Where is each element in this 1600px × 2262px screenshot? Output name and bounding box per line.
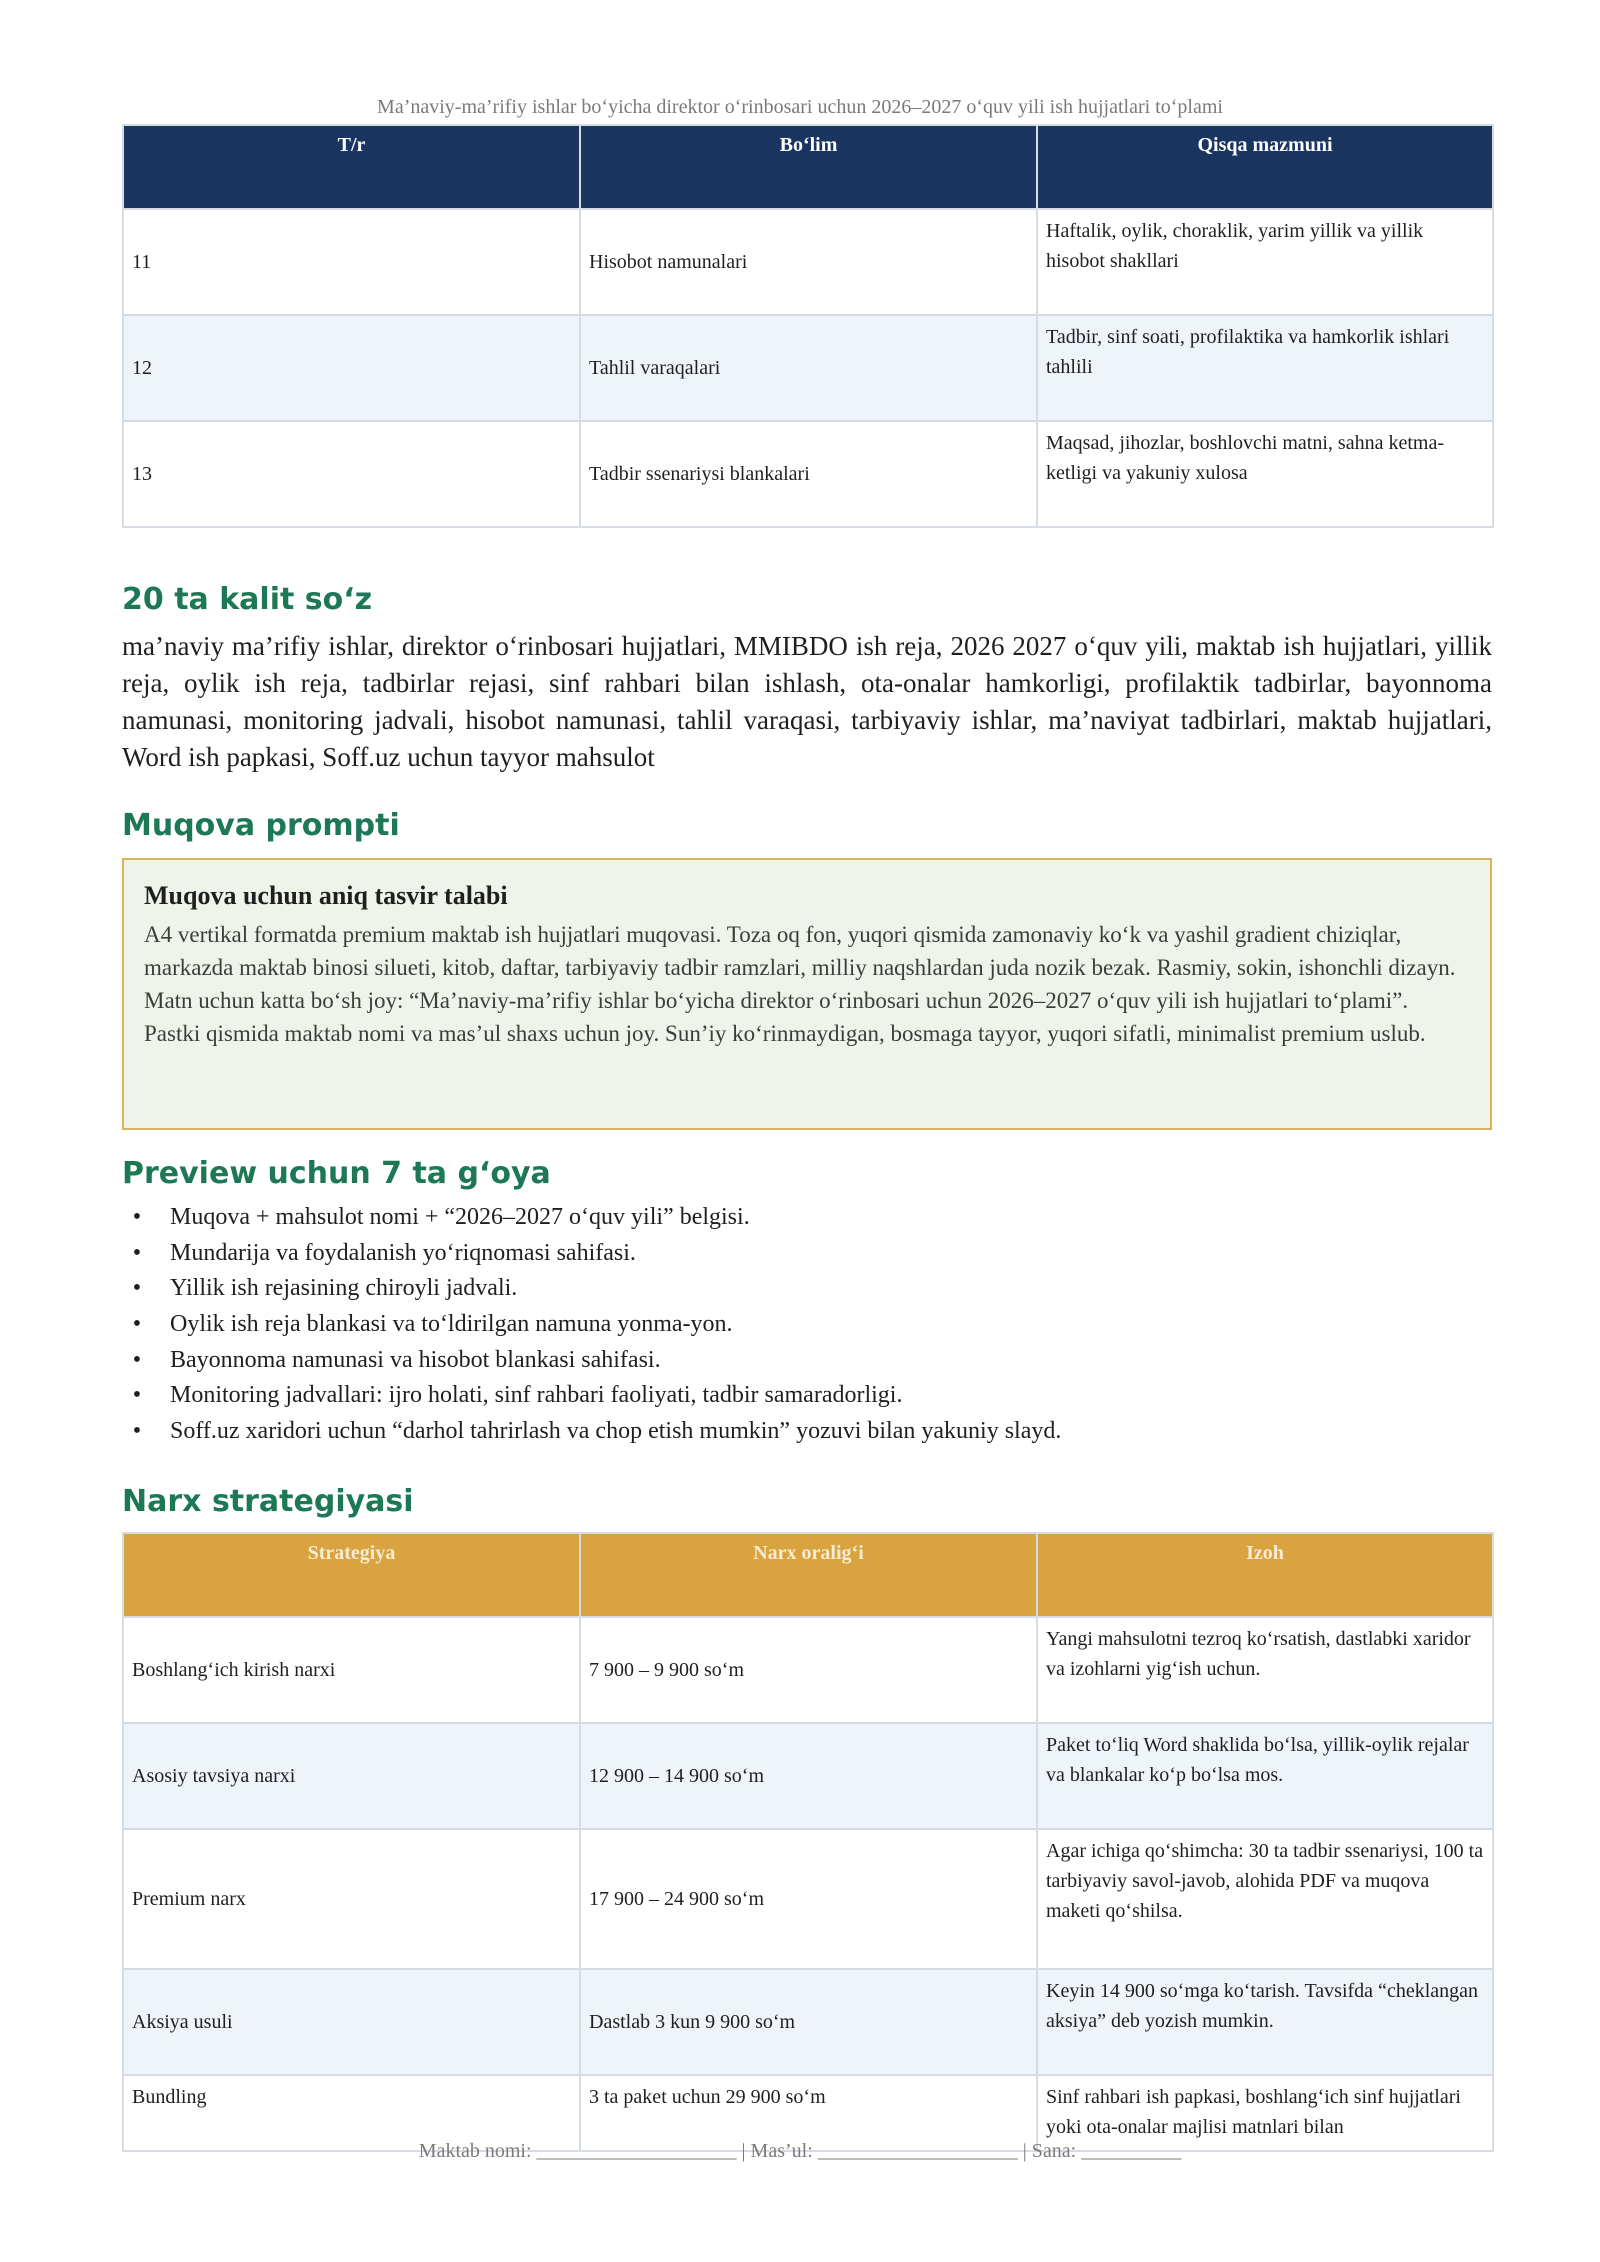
column-header: T/r [123,125,580,209]
list-item [122,1378,1492,1414]
table-row [123,1723,1493,1829]
preview-ideas-list [122,1200,1492,1450]
list-item-text: Mundarija va foydalanish yo‘riqnomasi sahifasi. [170,1239,636,1266]
column-header: Qisqa mazmuni [1037,125,1493,209]
list-item-text: Oylik ish reja blankasi va to‘ldirilgan namuna yonma-yon. [170,1311,733,1338]
table-cell: 7 900 – 9 900 so‘m [580,1617,1037,1723]
cover-prompt-box-title: Muqova uchun aniq tasvir talabi [144,881,508,910]
table-cell: 3 ta paket uchun 29 900 so‘m [580,2075,1037,2151]
table-cell: Agar ichiga qo‘shimcha: 30 ta tadbir ssenariysi, 100 ta tarbiyaviy savol-javob, alohida PDF va muqova maketi qo‘shilsa. [1037,1829,1493,1969]
pricing-heading: Narx strategiyasi [122,1484,414,1519]
column-header: Narx oralig‘i [580,1533,1037,1617]
keywords-heading: 20 ta kalit so‘z [122,582,373,617]
table-cell: Boshlang‘ich kirish narxi [123,1617,580,1723]
table-cell: Haftalik, oylik, choraklik, yarim yillik va yillik hisobot shakllari [1037,209,1493,315]
list-item [122,1236,1492,1272]
table-cell: Hisobot namunalari [580,209,1037,315]
table-cell: Maqsad, jihozlar, boshlovchi matni, sahna ketma-ketligi va yakuniy xulosa [1037,421,1493,527]
table-cell: Paket to‘liq Word shaklida bo‘lsa, yillik-oylik rejalar va blankalar ko‘p bo‘lsa mos. [1037,1723,1493,1829]
table-header-row [123,125,1493,209]
bullet-icon: • [132,1239,142,1266]
bullet-icon: • [132,1311,142,1338]
table-header-row [123,1533,1493,1617]
table-row [123,1969,1493,2075]
list-item-text: Yillik ish rejasining chiroyli jadvali. [170,1275,518,1302]
list-item [122,1200,1492,1236]
list-item [122,1414,1492,1450]
bullet-icon: • [132,1382,142,1409]
column-header: Strategiya [123,1533,580,1617]
list-item-text: Bayonnoma namunasi va hisobot blankasi sahifasi. [170,1346,661,1373]
bullet-icon: • [132,1418,142,1445]
list-item-text: Soff.uz xaridori uchun “darhol tahrirlash va chop etish mumkin” yozuvi bilan yakuniy slayd. [170,1418,1062,1445]
table-cell: 11 [123,209,580,315]
column-header: Izoh [1037,1533,1493,1617]
preview-heading: Preview uchun 7 ta g‘oya [122,1156,551,1191]
table-cell: Tahlil varaqalari [580,315,1037,421]
page-header: Ma’naviy-ma’rifiy ishlar bo‘yicha direktor o‘rinbosari uchun 2026–2027 o‘quv yili ish hujjatlari to‘plami [377,96,1223,118]
table-cell: Premium narx [123,1829,580,1969]
table-row [123,315,1493,421]
bullet-icon: • [132,1204,142,1230]
table-cell: Tadbir ssenariysi blankalari [580,421,1037,527]
table-row [123,1829,1493,1969]
table-cell: Asosiy tavsiya narxi [123,1723,580,1829]
table-cell: 17 900 – 24 900 so‘m [580,1829,1037,1969]
cover-prompt-heading: Muqova prompti [122,808,400,843]
table-cell: 13 [123,421,580,527]
table-row [123,209,1493,315]
bullet-icon: • [132,1346,142,1373]
table-cell: Sinf rahbari ish papkasi, boshlang‘ich sinf hujjatlari yoki ota-onalar majlisi matnlari bilan [1037,2075,1493,2151]
list-item-text: Muqova + mahsulot nomi + “2026–2027 o‘quv yili” belgisi. [170,1204,750,1230]
list-item [122,1271,1492,1307]
page-footer: Maktab nomi: ____________________ | Mas’ul: ____________________ | Sana: __________ [418,2140,1182,2162]
table-cell: Bundling [123,2075,580,2151]
table-row [123,421,1493,527]
sections-table [122,124,1494,528]
cover-prompt-box-text: A4 vertikal formatda premium maktab ish hujjatlari muqovasi. Toza oq fon, yuqori qismida zamonaviy ko‘k va yashil gradient chiziqlar, markazda maktab binosi silueti, kitob, daftar, tarbiyaviy tadbir ramzlari, milliy naqshlardan juda nozik bezak. Rasmiy, sokin, ishonchli dizayn. Matn uchun katta bo‘sh joy: “Ma’naviy-ma’rifiy ishlar bo‘yicha direktor o‘rinbosari uchun 2026–2027 o‘quv yili ish hujjatlari to‘plami”. Pastki qismida maktab nomi va mas’ul shaxs uchun joy. Sun’iy ko‘rinmaydigan, bosmaga tayyor, yuqori sifatli, minimalist premium uslub. [144,922,1456,1046]
keywords-text: ma’naviy ma’rifiy ishlar, direktor o‘rinbosari hujjatlari, MMIBDO ish reja, 2026 2027 o‘quv yili, maktab ish hujjatlari, yillik reja, oylik ish reja, tadbirlar rejasi, sinf rahbari bilan ishlash, ota-onalar hamkorligi, profilaktik tadbirlar, bayonnoma namunasi, monitoring jadvali, hisobot namunasi, tahlil varaqasi, tarbiyaviy ishlar, ma’naviyat tadbirlari, maktab hujjatlari, Word ish papkasi, Soff.uz uchun tayyor mahsulot [122,631,1492,772]
table-cell: Yangi mahsulotni tezroq ko‘rsatish, dastlabki xaridor va izohlarni yig‘ish uchun. [1037,1617,1493,1723]
table-row [123,1617,1493,1723]
list-item [122,1343,1492,1379]
bullet-icon: • [132,1275,142,1302]
table-cell: Dastlab 3 kun 9 900 so‘m [580,1969,1037,2075]
table-cell: Tadbir, sinf soati, profilaktika va hamkorlik ishlari tahlili [1037,315,1493,421]
list-item-text: Monitoring jadvallari: ijro holati, sinf rahbari faoliyati, tadbir samaradorligi. [170,1382,903,1409]
cover-prompt-box [122,858,1492,1130]
table-cell: 12 [123,315,580,421]
table-cell: Keyin 14 900 so‘mga ko‘tarish. Tavsifda “cheklangan aksiya” deb yozish mumkin. [1037,1969,1493,2075]
table-cell: Aksiya usuli [123,1969,580,2075]
column-header: Bo‘lim [580,125,1037,209]
pricing-table [122,1532,1494,2152]
list-item [122,1307,1492,1343]
table-cell: 12 900 – 14 900 so‘m [580,1723,1037,1829]
